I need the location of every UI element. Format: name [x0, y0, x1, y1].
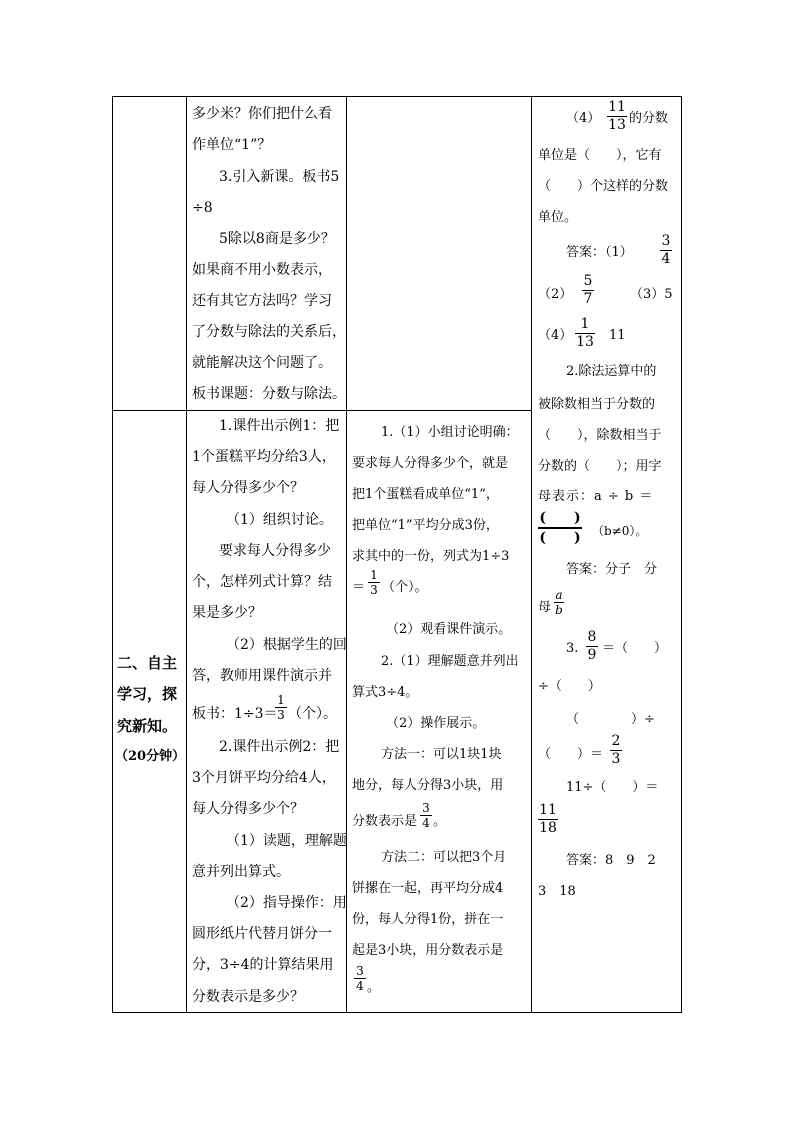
fraction-denominator: 4: [422, 816, 430, 830]
fraction-numerator: 3: [661, 233, 671, 249]
text-line: 答，教师用课件演示并: [192, 668, 332, 684]
text-line: 答案：分子 分: [566, 562, 658, 577]
text-line: 母表示：a ÷ b ＝: [538, 489, 654, 504]
fraction-numerator: 1: [580, 316, 590, 332]
text-line: （2）: [538, 287, 573, 302]
text-line: （个）。: [382, 580, 428, 595]
fraction-8-9: [586, 630, 598, 663]
text-line: （2）指导操作：用: [226, 895, 347, 911]
fraction-denominator: 13: [608, 117, 626, 133]
text-line: （4）: [566, 111, 601, 126]
fraction-2-3: [610, 734, 622, 767]
text-line: （4）: [538, 328, 573, 343]
fraction-denominator: 4: [661, 251, 671, 267]
fraction-numerator: 1: [370, 568, 378, 582]
text-line: 意并列出算式。: [192, 864, 290, 880]
fraction-numerator: 3: [422, 801, 430, 815]
text-line: 个，怎样列式计算？结: [192, 574, 332, 590]
text-line: 11÷（ ）＝: [566, 780, 659, 795]
text-line: （2）观看课件演示。: [386, 622, 512, 637]
text-line: （1）组织讨论。: [226, 512, 333, 528]
fraction-11-18: [538, 803, 558, 836]
text-line: 把单位“1”平均分成3份，: [352, 518, 499, 533]
fraction-denominator: 4: [356, 979, 364, 993]
text-line: 份，每人分得1份，拼在一: [352, 912, 504, 927]
fraction-numerator: 1: [277, 693, 285, 707]
text-line: ＝: [352, 580, 366, 595]
text-line: 3 18: [538, 884, 576, 899]
column-divider-2: [346, 97, 347, 1012]
fraction-one-third: [275, 694, 287, 721]
text-line: ÷（ ）: [538, 679, 601, 694]
blank-fraction: [538, 510, 582, 546]
fraction-5-7: [582, 274, 594, 307]
text-line: 板书：1÷3＝: [192, 706, 278, 722]
text-line: （1）读题，理解题: [226, 833, 347, 849]
fraction-numerator: 8: [587, 629, 597, 645]
fraction-numerator: 11: [608, 99, 626, 115]
text-line: 单位。: [538, 210, 578, 225]
fraction-3-4: [660, 234, 672, 267]
text-line: 1.（1）小组讨论明确：: [381, 425, 519, 440]
section-title-line-1: 二、自主: [117, 654, 178, 672]
fraction-one-third: [368, 569, 380, 596]
fraction-three-quarters: [420, 802, 432, 829]
text-line: 单位是（ ），它有: [538, 148, 662, 163]
text-line: 答案：（1）: [566, 245, 633, 260]
text-line: 3.: [566, 641, 579, 656]
fraction-denominator: 3: [611, 751, 621, 767]
text-line: 饼摞在一起，再平均分成4: [352, 881, 504, 896]
text-line: （ ），除数相当于: [538, 428, 662, 443]
text-line: 2.（1）理解题意并列出: [381, 654, 519, 669]
text-line: （b≠0）。: [592, 524, 648, 538]
text-line: 地分，每人分得3小块，用: [352, 778, 504, 793]
column-divider-3: [531, 97, 532, 1012]
text-line: （ ）个这样的分数: [538, 179, 669, 194]
fraction-numerator: 3: [356, 964, 364, 978]
fraction-numerator: ( ): [539, 510, 581, 526]
text-line: 1个蛋糕平均分给3人，: [192, 449, 336, 465]
text-line: 。: [367, 980, 381, 995]
text-line: 每人分得多少个？: [192, 801, 304, 817]
fraction-denominator: 3: [370, 583, 378, 597]
text-line: 还有其它方法吗？学习: [192, 293, 332, 309]
fraction-1-13: [575, 317, 595, 350]
text-line: 起是3小块，用分数表示是: [352, 943, 504, 958]
text-line: 2.除法运算中的: [566, 364, 657, 379]
text-line: 分数表示是多少？: [192, 989, 304, 1005]
text-line: 分，3÷4的计算结果用: [192, 957, 334, 973]
text-line: ÷8: [192, 200, 213, 216]
text-line: （ ）＝: [538, 747, 604, 762]
text-line: 分数的（ ）；用字: [538, 459, 662, 474]
fraction-a-b: [554, 589, 564, 616]
fraction-numerator: 2: [611, 733, 621, 749]
column-divider-1: [186, 97, 187, 1012]
text-line: 分数表示是: [352, 814, 418, 829]
text-line: 1.课件出示例1：把: [219, 418, 340, 434]
text-line: 被除数相当于分数的: [538, 397, 656, 412]
fraction-11-13: [607, 100, 627, 133]
text-line: 板书课题：分数与除法。: [192, 386, 346, 402]
text-line: 5除以8商是多少？: [219, 231, 335, 247]
text-line: 要求每人分得多少个，就是: [352, 456, 509, 471]
text-line: 求其中的一份，列式为1÷3: [352, 549, 510, 564]
text-line: （2）操作展示。: [386, 716, 486, 731]
fraction-denominator: ( ): [539, 530, 581, 546]
fraction-numerator: 5: [583, 273, 593, 289]
text-line: （3）5: [630, 287, 673, 302]
text-line: 方法一：可以1块1块: [381, 747, 502, 762]
text-line: 答案：8 9 2: [566, 853, 656, 868]
fraction-denominator: 13: [576, 334, 594, 350]
text-line: 。: [433, 814, 447, 829]
text-line: 2.课件出示例2：把: [219, 739, 340, 755]
fraction-denominator: 3: [277, 708, 285, 722]
fraction-denominator: b: [555, 603, 563, 617]
text-line: 多少米？你们把什么看: [192, 106, 332, 122]
text-line: 每人分得多少个？: [192, 480, 304, 496]
row-divider: [113, 410, 531, 411]
text-line: 圆形纸片代替月饼分一: [192, 926, 332, 942]
fraction-numerator: 11: [539, 802, 557, 818]
text-line: 了分数与除法的关系后，: [192, 324, 346, 340]
text-line: 方法二：可以把3个月: [381, 850, 507, 865]
text-line: 母: [538, 600, 552, 615]
fraction-denominator: 7: [583, 291, 593, 307]
text-line: 3个月饼平均分给4人，: [192, 770, 336, 786]
section-title-line-3: 究新知。: [117, 717, 178, 735]
fraction-denominator: 9: [587, 647, 597, 663]
text-line: 11: [609, 328, 626, 343]
text-line: 的分数: [629, 111, 669, 126]
fraction-three-quarters: [354, 965, 366, 992]
text-line: ＝（ ）: [602, 641, 668, 656]
section-title-line-2: 学习，探: [117, 685, 178, 703]
text-line: （个）。: [288, 706, 337, 722]
section-title-line-4: （20分钟）: [115, 749, 186, 764]
text-line: 算式3÷4。: [352, 685, 419, 700]
text-line: 就能解决这个问题了。: [192, 355, 332, 371]
text-line: 果是多少？: [192, 605, 262, 621]
text-line: （2）根据学生的回: [226, 637, 347, 653]
fraction-numerator: a: [555, 588, 563, 602]
text-line: 作单位“1”？: [192, 137, 272, 153]
text-line: 把1个蛋糕看成单位“1”，: [352, 487, 499, 502]
text-line: 如果商不用小数表示，: [192, 262, 332, 278]
text-line: 3.引入新课。板书5: [219, 169, 340, 185]
fraction-denominator: 18: [539, 820, 557, 836]
text-line: 要求每人分得多少: [219, 543, 331, 559]
text-line: （ ）÷: [566, 712, 655, 727]
